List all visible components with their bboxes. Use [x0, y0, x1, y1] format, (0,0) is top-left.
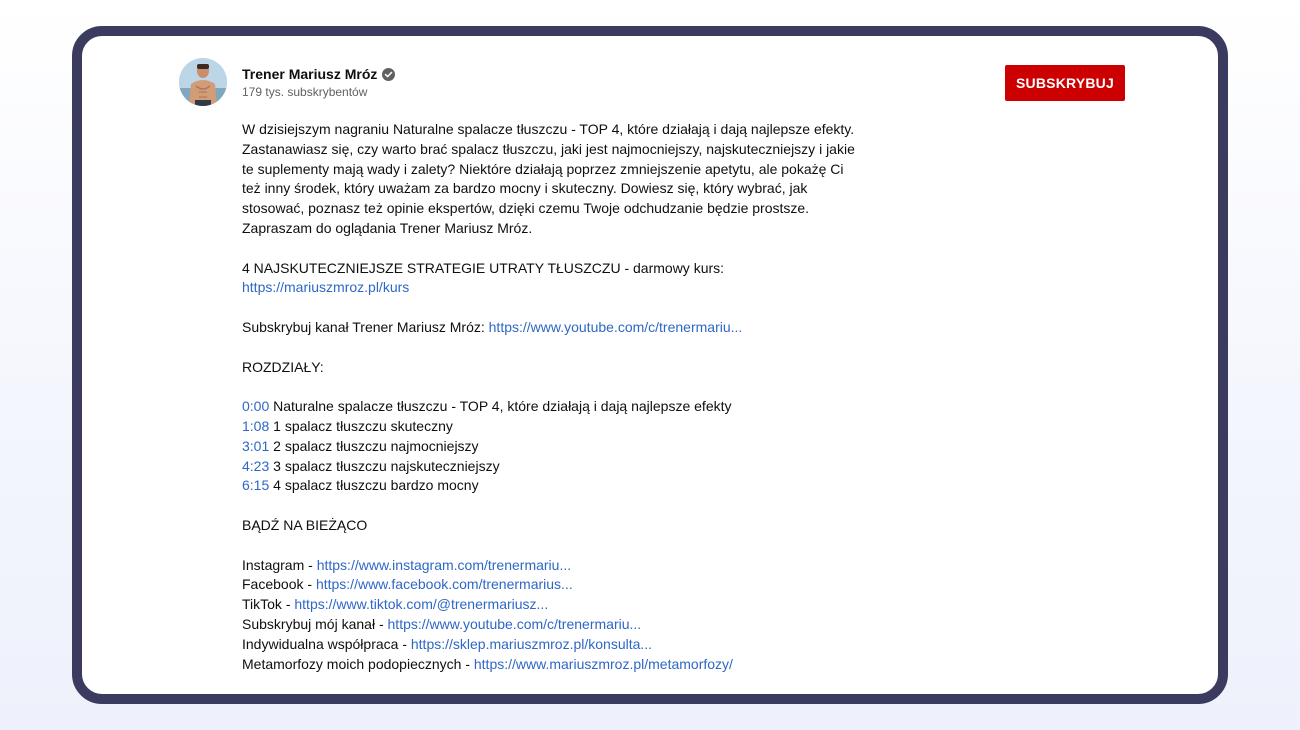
intro-line: W dzisiejszym nagraniu Naturalne spalacze tłuszczu - TOP 4, które działają i dają najlepsze efekty.: [242, 121, 855, 137]
social-link-item: [242, 575, 862, 595]
intro-line: te suplementy mają wady i zalety? Niektóre działają poprzez zmniejszenie apetytu, ale pokażę Ci: [242, 160, 844, 177]
subscribe-channel-line: [242, 318, 862, 338]
chapter-title: 1 spalacz tłuszczu skuteczny: [269, 417, 453, 434]
chapter-timestamp-link[interactable]: 0:00: [242, 398, 270, 415]
chapter-item: [242, 417, 862, 437]
chapter-timestamp-link[interactable]: 4:23: [242, 457, 270, 474]
intro-line: też inny środek, który uważam za bardzo mocny i skuteczny. Dowiesz się, który wybrać, jak: [242, 180, 808, 197]
channel-name[interactable]: Trener Mariusz Mróz: [242, 66, 378, 82]
social-link-label: Indywidualna współpraca -: [242, 635, 411, 652]
subscribe-channel-link[interactable]: https://www.youtube.com/c/trenermariu...: [488, 318, 743, 335]
channel-avatar[interactable]: [179, 58, 227, 106]
chapter-title: 2 spalacz tłuszczu najmocniejszy: [269, 437, 479, 454]
intro-line: Zastanawiasz się, czy warto brać spalacz tłuszczu, jaki jest najmocniejszy, najskuteczniejszy i jakie: [242, 140, 855, 157]
metamorphoses-link[interactable]: https://www.mariuszmroz.pl/metamorfozy/: [473, 655, 733, 672]
course-text: 4 NAJSKUTECZNIEJSZE STRATEGIE UTRATY TŁUSZCZU - darmowy kurs:: [242, 259, 725, 276]
chapter-title: 4 spalacz tłuszczu bardzo mocny: [269, 477, 479, 494]
verified-check-icon: [382, 68, 395, 81]
chapter-item: [242, 457, 862, 477]
social-link-label: Facebook -: [242, 576, 316, 593]
chapter-timestamp-link[interactable]: 3:01: [242, 437, 270, 454]
subscribe-button[interactable]: SUBSKRYBUJ: [1005, 65, 1125, 101]
avatar-image-icon: [179, 58, 227, 106]
facebook-link[interactable]: https://www.facebook.com/trenermarius...: [315, 576, 573, 593]
chapter-item: [242, 476, 862, 496]
intro-line: Zapraszam do oglądania Trener Mariusz Mróz.: [242, 219, 533, 236]
social-link-label: TikTok -: [242, 596, 295, 613]
social-link-item: [242, 556, 862, 576]
video-description-panel: [82, 36, 1218, 694]
chapter-title: Naturalne spalacze tłuszczu - TOP 4, które działają i dają najlepsze efekty: [269, 398, 732, 415]
chapter-item: [242, 397, 862, 417]
channel-header: [242, 65, 395, 83]
tiktok-link[interactable]: https://www.tiktok.com/@trenermariusz...: [294, 596, 549, 613]
social-link-label: Instagram -: [242, 556, 317, 573]
description-card: [72, 26, 1228, 704]
chapter-timestamp-link[interactable]: 6:15: [242, 477, 270, 494]
instagram-link[interactable]: https://www.instagram.com/trenermariu...: [316, 556, 572, 573]
subscriber-count: 179 tys. subskrybentów: [242, 85, 368, 99]
intro-line: stosować, poznasz też opinie ekspertów, dzięki czemu Twoje odchudzanie będzie prostsze.: [242, 200, 810, 217]
stay-updated-header: BĄDŹ NA BIEŻĄCO: [242, 516, 368, 533]
intro-paragraph: [242, 120, 862, 239]
chapters-header: ROZDZIAŁY:: [242, 358, 324, 375]
social-link-label: Subskrybuj mój kanał -: [242, 615, 388, 632]
consultation-link[interactable]: https://sklep.mariuszmroz.pl/konsulta...: [410, 635, 653, 652]
social-link-item: [242, 655, 862, 675]
social-link-label: Metamorfozy moich podopiecznych -: [242, 655, 474, 672]
youtube-channel-link[interactable]: https://www.youtube.com/c/trenermariu...: [387, 615, 642, 632]
social-link-item: [242, 635, 862, 655]
chapter-title: 3 spalacz tłuszczu najskuteczniejszy: [269, 457, 500, 474]
chapter-item: [242, 437, 862, 457]
course-link[interactable]: https://mariuszmroz.pl/kurs: [242, 279, 410, 296]
social-link-item: [242, 595, 862, 615]
chapter-timestamp-link[interactable]: 1:08: [242, 417, 270, 434]
description-text: [242, 120, 862, 674]
social-link-item: [242, 615, 862, 635]
subscribe-channel-text: Subskrybuj kanał Trener Mariusz Mróz:: [242, 318, 489, 335]
